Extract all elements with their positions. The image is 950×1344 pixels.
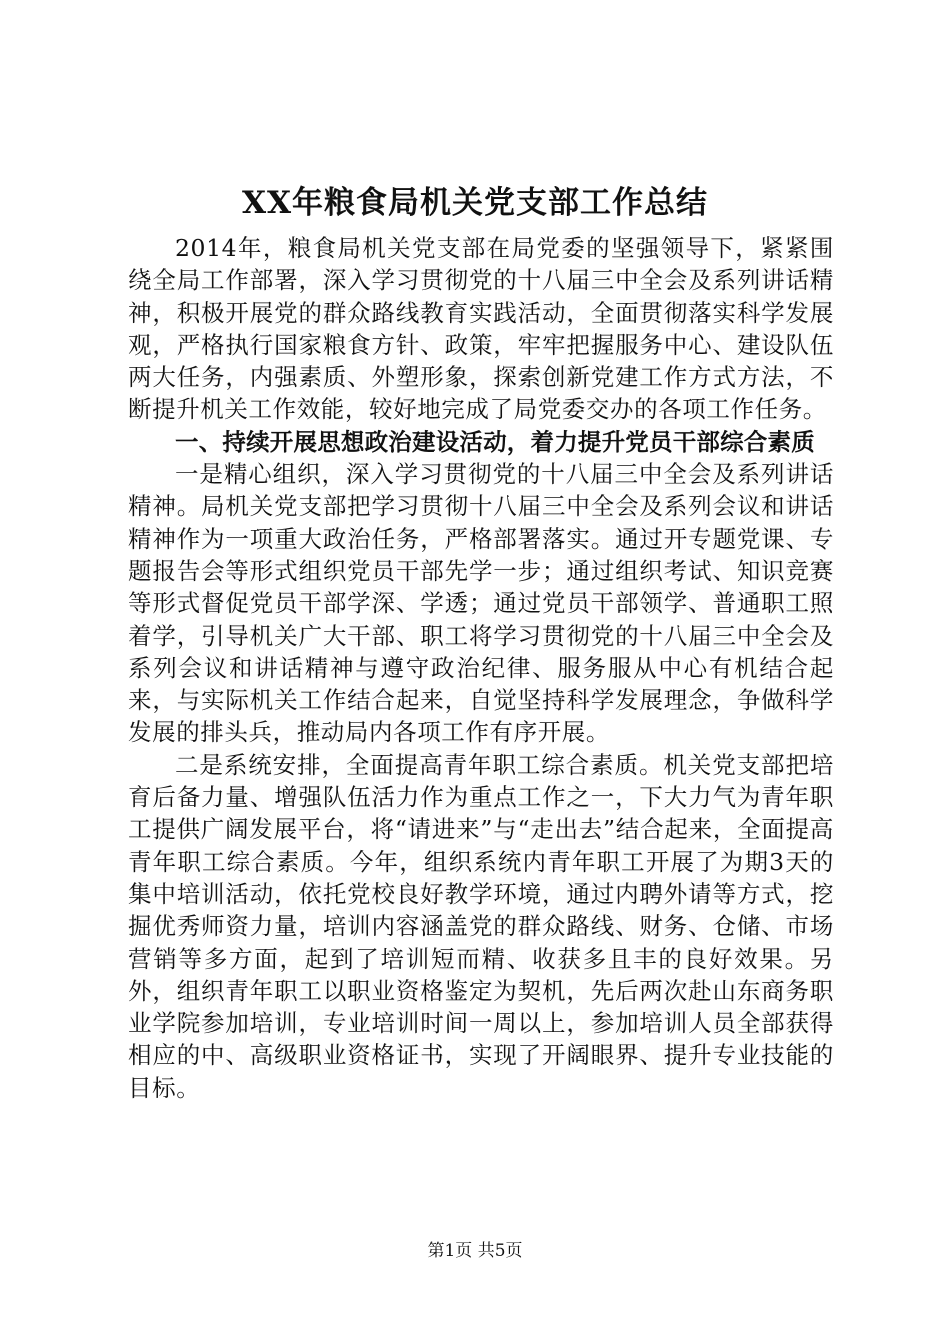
body-paragraph: 二是系统安排，全面提高青年职工综合素质。机关党支部把培育后备力量、增强队伍活力作为重点工作之一，下大力气为青年职工提供广阔发展平台，将“请进来”与“走出去”结合起来，全面提高青年职工综合素质。今年，组织系统内青年职工开展了为期3天的集中培训活动，依托党校良好教学环境，通过内聘外请等方式，挖掘优秀师资力量，培训内容涵盖党的群众路线、财务、仓储、市场营销等多方面，起到了培训短而精、收获多且丰的良好效果。另外，组织青年职工以职业资格鉴定为契机，先后两次赴山东商务职业学院参加培训，专业培训时间一周以上，参加培训人员全部获得相应的中、高级职业资格证书，实现了开阔眼界、提升专业技能的目标。 [128,750,834,1102]
document-body [128,232,834,1104]
section-heading: 一、持续开展思想政治建设活动，着力提升党员干部综合素质 [175,427,815,456]
document-title: XX年粮食局机关党支部工作总结 [241,185,709,221]
intro-paragraph: 2014年，粮食局机关党支部在局党委的坚强领导下，紧紧围绕全局工作部署，深入学习贯彻党的十八届三中全会及系列讲话精神，积极开展党的群众路线教育实践活动，全面贯彻落实科学发展观，严格执行国家粮食方针、政策，牢牢把握服务中心、建设队伍两大任务，内强素质、外塑形象，探索创新党建工作方式方法，不断提升机关工作效能，较好地完成了局党委交办的各项工作任务。 [128,234,834,424]
page-footer: 第1页 共5页 [427,1241,523,1261]
body-paragraph: 一是精心组织，深入学习贯彻党的十八届三中全会及系列讲话精神。局机关党支部把学习贯彻十八届三中全会及系列会议和讲话精神作为一项重大政治任务，严格部署落实。通过开专题党课、专题报告会等形式组织党员干部先学一步；通过组织考试、知识竞赛等形式督促党员干部学深、学透；通过党员干部领学、普通职工照着学，引导机关广大干部、职工将学习贯彻党的十八届三中全会及系列会议和讲话精神与遵守政治纪律、服务服从中心有机结合起来，与实际机关工作结合起来，自觉坚持科学发展理念，争做科学发展的排头兵，推动局内各项工作有序开展。 [128,460,834,747]
